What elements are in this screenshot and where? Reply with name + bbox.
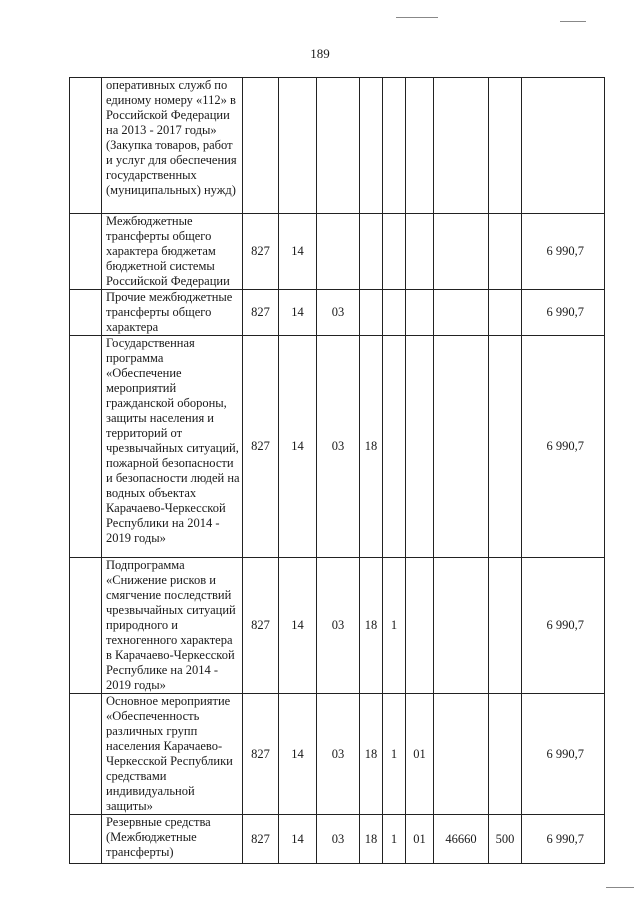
- cell-ministry: 827: [243, 694, 279, 815]
- cell-section: [279, 78, 317, 214]
- table-row: [70, 336, 605, 558]
- cell-direction: [434, 78, 489, 214]
- cell-subsection: 03: [317, 694, 360, 815]
- cell-description: Основное мероприятие «Обеспеченность различных групп населения Карачаево-Черкесской Республики средствами индивидуальной защиты»: [102, 694, 243, 815]
- cell-section: 14: [279, 336, 317, 558]
- cell-amount: 6 990,7: [522, 214, 605, 290]
- scan-mark-top: [396, 17, 438, 18]
- scan-mark-right: [606, 887, 634, 888]
- cell-activity: [406, 290, 434, 336]
- cell-amount: [522, 78, 605, 214]
- cell-expense-type: [489, 290, 522, 336]
- cell-ministry: 827: [243, 214, 279, 290]
- cell-ministry: [243, 78, 279, 214]
- cell-activity: [406, 78, 434, 214]
- cell-expense-type: [489, 694, 522, 815]
- cell-expense-type: 500: [489, 815, 522, 864]
- cell-activity: [406, 558, 434, 694]
- cell-subprogram: [383, 290, 406, 336]
- cell-blank: [70, 815, 102, 864]
- cell-amount: 6 990,7: [522, 336, 605, 558]
- cell-description: Прочие межбюджетные трансферты общего характера: [102, 290, 243, 336]
- cell-subsection: [317, 214, 360, 290]
- cell-description: Подпрограмма «Снижение рисков и смягчение последствий чрезвычайных ситуаций природного и техногенного характера в Карачаево-Черкесской Республике на 2014 - 2019 годы»: [102, 558, 243, 694]
- cell-amount: 6 990,7: [522, 694, 605, 815]
- cell-blank: [70, 214, 102, 290]
- cell-program: [360, 78, 383, 214]
- cell-subprogram: 1: [383, 815, 406, 864]
- cell-program: 18: [360, 694, 383, 815]
- cell-section: 14: [279, 290, 317, 336]
- cell-blank: [70, 694, 102, 815]
- cell-ministry: 827: [243, 290, 279, 336]
- cell-section: 14: [279, 815, 317, 864]
- cell-amount: 6 990,7: [522, 815, 605, 864]
- cell-direction: 46660: [434, 815, 489, 864]
- table-row: [70, 815, 605, 864]
- cell-subsection: [317, 78, 360, 214]
- cell-expense-type: [489, 558, 522, 694]
- cell-subprogram: [383, 214, 406, 290]
- cell-program: 18: [360, 336, 383, 558]
- cell-subprogram: 1: [383, 558, 406, 694]
- cell-subprogram: 1: [383, 694, 406, 815]
- cell-direction: [434, 694, 489, 815]
- cell-subprogram: [383, 78, 406, 214]
- cell-activity: 01: [406, 694, 434, 815]
- budget-table: [69, 77, 605, 864]
- cell-subsection: 03: [317, 815, 360, 864]
- cell-section: 14: [279, 214, 317, 290]
- cell-subsection: 03: [317, 336, 360, 558]
- cell-subprogram: [383, 336, 406, 558]
- cell-description: Резервные средства (Межбюджетные трансферты): [102, 815, 243, 864]
- cell-blank: [70, 336, 102, 558]
- cell-blank: [70, 290, 102, 336]
- cell-activity: [406, 336, 434, 558]
- scan-mark-top-right: [560, 21, 586, 22]
- table-row: [70, 290, 605, 336]
- cell-activity: 01: [406, 815, 434, 864]
- cell-description: оперативных служб по единому номеру «112» в Российской Федерации на 2013 - 2017 годы» (Закупка товаров, работ и услуг для обеспечения государственных (муниципальных) нужд): [102, 78, 243, 214]
- page-number: 189: [310, 46, 330, 61]
- cell-subsection: 03: [317, 290, 360, 336]
- cell-section: 14: [279, 558, 317, 694]
- cell-direction: [434, 336, 489, 558]
- cell-activity: [406, 214, 434, 290]
- cell-blank: [70, 78, 102, 214]
- cell-ministry: 827: [243, 815, 279, 864]
- cell-direction: [434, 214, 489, 290]
- table-row: [70, 558, 605, 694]
- cell-blank: [70, 558, 102, 694]
- cell-amount: 6 990,7: [522, 290, 605, 336]
- cell-subsection: 03: [317, 558, 360, 694]
- cell-ministry: 827: [243, 558, 279, 694]
- cell-direction: [434, 290, 489, 336]
- cell-expense-type: [489, 78, 522, 214]
- table-row: [70, 214, 605, 290]
- cell-description: Межбюджетные трансферты общего характера бюджетам бюджетной системы Российской Федерации: [102, 214, 243, 290]
- cell-program: 18: [360, 558, 383, 694]
- cell-program: 18: [360, 815, 383, 864]
- cell-expense-type: [489, 336, 522, 558]
- cell-expense-type: [489, 214, 522, 290]
- cell-program: [360, 290, 383, 336]
- cell-description: Государственная программа «Обеспечение мероприятий гражданской обороны, защиты населения и территорий от чрезвычайных ситуаций, пожарной безопасности и безопасности людей на водных объектах Карачаево-Черкесской Республики на 2014 - 2019 годы»: [102, 336, 243, 558]
- cell-program: [360, 214, 383, 290]
- cell-amount: 6 990,7: [522, 558, 605, 694]
- cell-direction: [434, 558, 489, 694]
- cell-section: 14: [279, 694, 317, 815]
- cell-ministry: 827: [243, 336, 279, 558]
- table-row: [70, 694, 605, 815]
- table-row: [70, 78, 605, 214]
